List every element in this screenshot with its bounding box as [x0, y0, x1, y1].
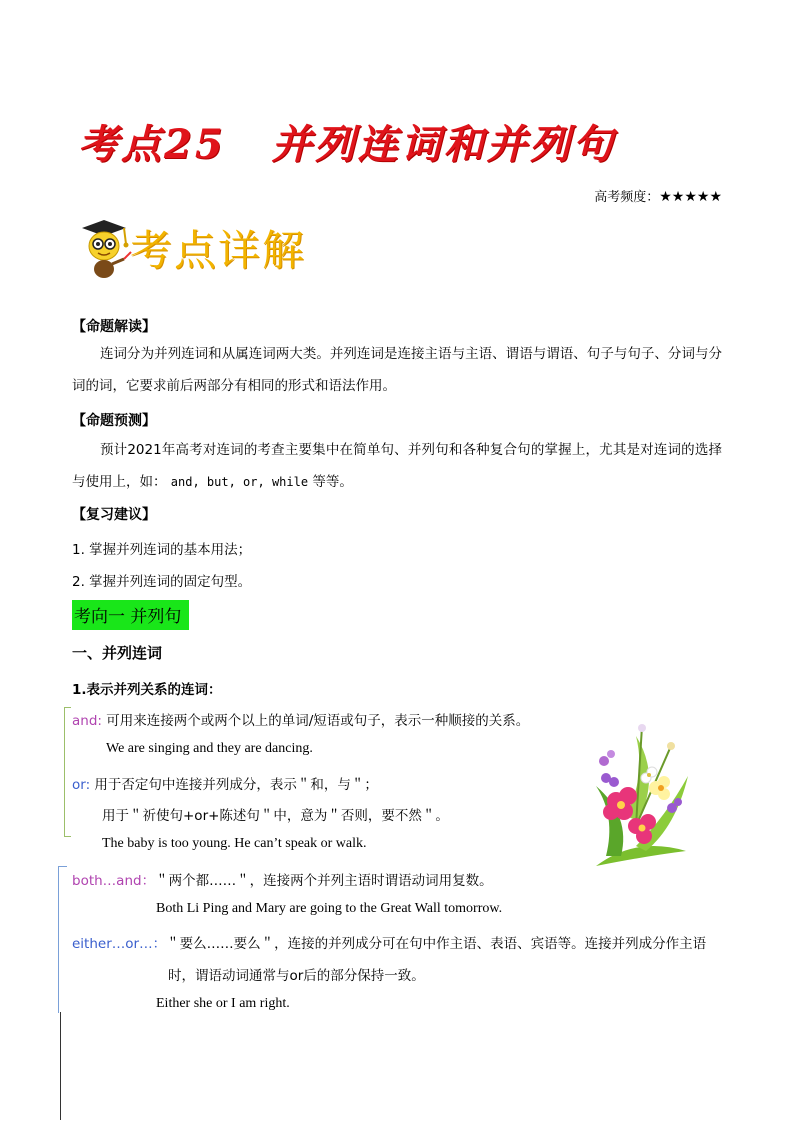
desc-either-or-1: ＂要么……要么＂，连接的并列成分可在句中作主语、表语、宾语等。连接并列成分作主语 [166, 936, 707, 952]
interpretation-paragraph: 连词分为并列连词和从属连词两大类。并列连词是连接主语与主语、谓语与谓语、句子与句子、分词与分词的词，它要求前后两部分有相同的形式和语法作用。 [72, 346, 722, 394]
example-or: The baby is too young. He can’t speak or walk. [102, 836, 367, 851]
frequency-label: 高考频度： [594, 190, 660, 205]
example-and: We are singing and they are dancing. [106, 741, 313, 756]
desc-or-2: 用于＂祈使句+or+陈述句＂中，意为＂否则，要不然＂。 [102, 808, 449, 824]
prediction-code: and, but, or, while [170, 475, 309, 489]
exam-frequency [594, 186, 722, 205]
topic-tag: 考向一 并列句 [72, 600, 189, 630]
bracket-decoration [64, 707, 71, 837]
prediction-text-end: 等等。 [312, 474, 353, 490]
entry-both-and [72, 869, 493, 889]
keyword-and: and: [72, 713, 102, 729]
section-heading-interpretation: 【命题解读】 [72, 319, 156, 335]
entry-either-or [72, 932, 706, 952]
section-heading-advice: 【复习建议】 [72, 507, 156, 523]
page-title [78, 113, 698, 170]
entry-and [72, 709, 529, 729]
keyword-both-and: both…and： [72, 873, 156, 889]
desc-and: 可用来连接两个或两个以上的单词/短语或句子，表示一种顺接的关系。 [106, 713, 530, 729]
keyword-or: or: [72, 777, 91, 793]
advice-item: 1. 掌握并列连词的基本用法； [72, 542, 252, 558]
subheading-coordinating-conjunctions: 一、并列连词 [72, 644, 163, 662]
section-heading-prediction: 【命题预测】 [72, 413, 156, 429]
bracket-decoration [58, 866, 67, 1013]
subheading-parallel-relation: 1.表示并列关系的连词： [72, 682, 222, 698]
desc-both-and: ＂两个都……＂，连接两个并列主语时谓语动词用复数。 [155, 873, 493, 889]
example-either-or: Either she or I am right. [156, 996, 290, 1011]
frequency-stars: ★★★★★ [659, 189, 722, 205]
entry-or [72, 773, 378, 793]
margin-line [60, 1012, 61, 1120]
desc-either-or-2: 时，谓语动词通常与or后的部分保持一致。 [168, 968, 425, 984]
advice-item: 2. 掌握并列连词的固定句型。 [72, 574, 252, 590]
section-banner: 考点详解 [130, 226, 307, 275]
desc-or-1: 用于否定句中连接并列成分，表示＂和，与＂； [94, 777, 378, 793]
prediction-text: 预计2021年高考对连词的考查主要集中在简单句、并列句和各种复合句的掌握上，尤其是对连词的选择与使用上，如： [72, 442, 722, 490]
title-part1: 考点25 [78, 121, 226, 168]
keyword-either-or: either…or…： [72, 936, 167, 952]
example-both-and: Both Li Ping and Mary are going to the Great Wall tomorrow. [156, 901, 503, 916]
title-part2: 并列连词和并列句 [271, 121, 616, 168]
flower-bouquet-image [576, 716, 694, 874]
prediction-paragraph [72, 434, 722, 498]
